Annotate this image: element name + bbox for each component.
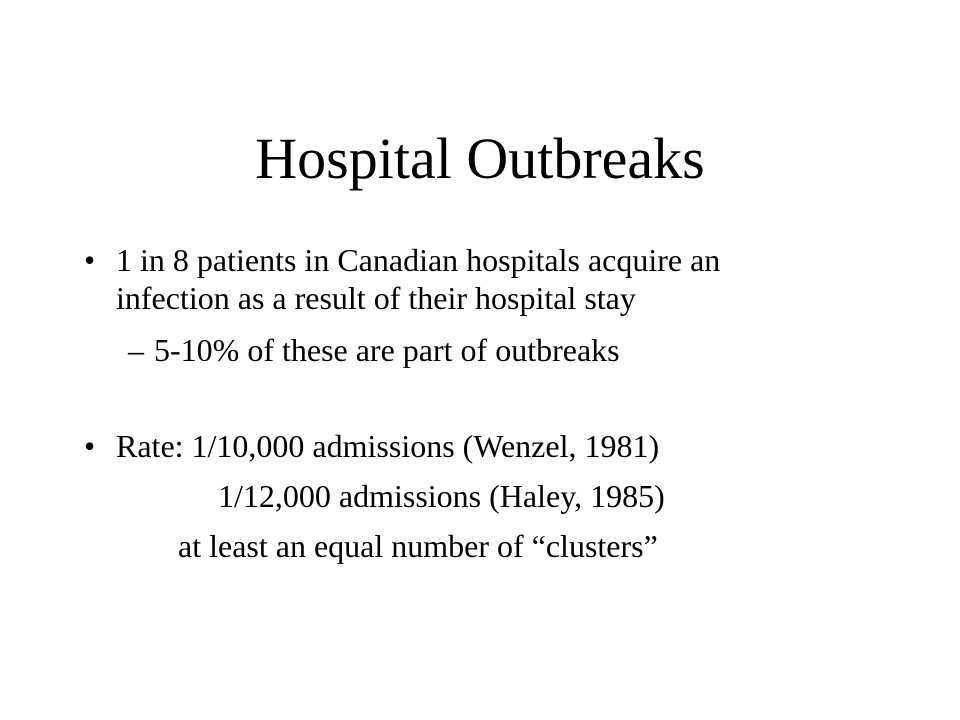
clusters-line: at least an equal number of “clusters” <box>178 528 658 564</box>
bullet-icon: • <box>84 428 96 464</box>
sub-bullet-text: 5-10% of these are part of outbreaks <box>154 332 620 368</box>
rate-continuation-line: 1/12,000 admissions (Haley, 1985) <box>218 478 665 514</box>
bullet-text-line: 1 in 8 patients in Canadian hospitals acquire an <box>116 242 721 278</box>
dash-icon: – <box>128 332 144 368</box>
bullet-icon: • <box>84 242 96 278</box>
bullet-text-line: infection as a result of their hospital stay <box>116 280 636 316</box>
bullet-text-line: Rate: 1/10,000 admissions (Wenzel, 1981) <box>116 428 660 464</box>
slide-title: Hospital Outbreaks <box>255 126 705 191</box>
